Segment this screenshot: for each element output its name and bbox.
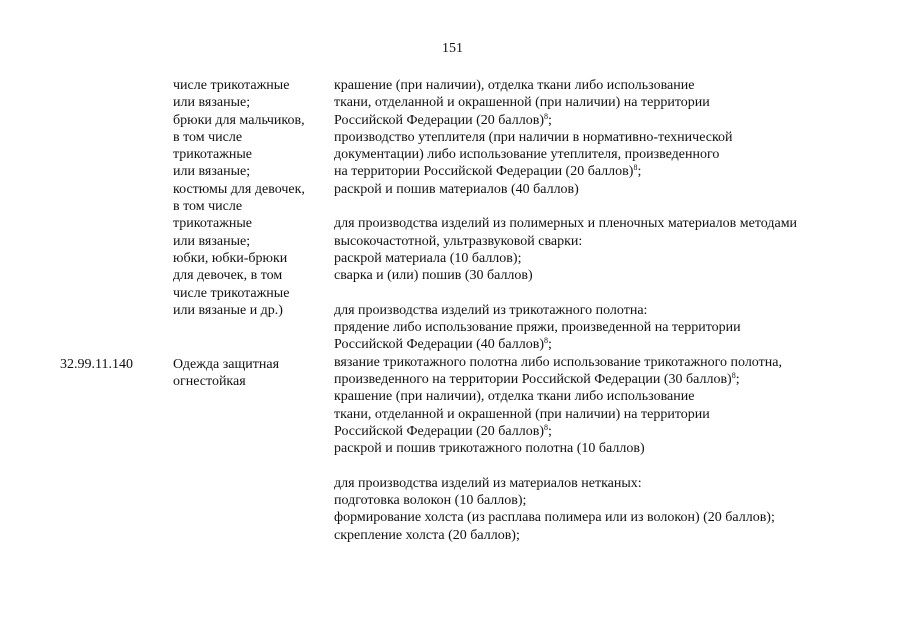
- requirement-line: раскрой материала (10 баллов);: [334, 250, 522, 266]
- product-name-row2: [173, 356, 279, 391]
- requirement-line: документации) либо использование утеплителя, произведенного: [334, 147, 720, 163]
- footnote-ref: 8: [731, 371, 736, 381]
- product-name-row1: [173, 77, 305, 319]
- product-name-line: числе трикотажные: [173, 285, 290, 301]
- paragraph-gap: [334, 198, 797, 215]
- requirement-punct: ;: [735, 372, 740, 388]
- requirement-line: подготовка волокон (10 баллов);: [334, 493, 527, 509]
- product-name-line: числе трикотажные: [173, 78, 290, 93]
- requirement-line: высокочастотной, ультразвуковой сварки:: [334, 233, 583, 249]
- requirement-line: [334, 336, 797, 353]
- requirement-line: скрепление холста (20 баллов);: [334, 527, 520, 543]
- requirement-punct: ;: [547, 337, 552, 353]
- product-name-line: огнестойкая: [173, 374, 246, 390]
- requirement-text: Российской Федерации (20 баллов): [334, 112, 544, 128]
- product-name-line: или вязаные и др.): [173, 302, 283, 318]
- requirement-line: вязание трикотажного полотна либо использование трикотажного полотна,: [334, 354, 782, 370]
- requirement-line: ткани, отделанной и окрашенной (при наличии) на территории: [334, 95, 710, 111]
- footnote-ref: 8: [543, 111, 548, 121]
- requirement-line: раскрой и пошив трикотажного полотна (10 баллов): [334, 441, 645, 457]
- product-name-line: брюки для мальчиков,: [173, 112, 305, 128]
- product-name-line: или вязаные;: [173, 95, 251, 111]
- requirement-text: Российской Федерации (40 баллов): [334, 337, 544, 353]
- requirement-line: для производства изделий из материалов нетканых:: [334, 475, 642, 491]
- product-name-line: для девочек, в том: [173, 268, 283, 284]
- footnote-ref: 8: [633, 163, 638, 173]
- requirement-line: для производства изделий из трикотажного полотна:: [334, 302, 648, 318]
- requirement-line: крашение (при наличии), отделка ткани либо использование: [334, 389, 695, 405]
- footnote-ref: 8: [543, 422, 548, 432]
- requirement-line: ткани, отделанной и окрашенной (при наличии) на территории: [334, 406, 710, 422]
- paragraph-gap: [334, 285, 797, 302]
- product-name-line: трикотажные: [173, 147, 252, 163]
- requirement-line: сварка и (или) пошив (30 баллов): [334, 268, 533, 284]
- product-code-column: [60, 356, 133, 373]
- product-name-line: в том числе: [173, 129, 243, 145]
- requirement-line: [334, 112, 797, 129]
- footnote-ref: 8: [543, 336, 548, 346]
- requirement-text: Российской Федерации (20 баллов): [334, 423, 544, 439]
- requirement-line: [334, 163, 797, 180]
- requirement-text: на территории Российской Федерации (20 баллов): [334, 164, 634, 180]
- requirement-line: для производства изделий из полимерных и пленочных материалов методами: [334, 216, 798, 232]
- requirement-line: раскрой и пошив материалов (40 баллов): [334, 181, 579, 197]
- requirement-text: произведенного на территории Российской Федерации (30 баллов): [334, 372, 732, 388]
- paragraph-gap: [334, 458, 797, 475]
- page-number: 151: [442, 41, 463, 56]
- requirement-line: [334, 423, 797, 440]
- requirement-line: [334, 371, 797, 388]
- requirement-punct: ;: [637, 164, 642, 180]
- product-code: 32.99.11.140: [60, 357, 133, 372]
- requirement-line: крашение (при наличии), отделка ткани либо использование: [334, 78, 695, 93]
- product-name-line: костюмы для девочек,: [173, 181, 305, 197]
- product-name-line: трикотажные: [173, 216, 252, 232]
- product-name-line: или вязаные;: [173, 164, 251, 180]
- product-name-line: в том числе: [173, 199, 243, 215]
- requirements-column: [334, 77, 797, 544]
- requirement-line: формирование холста (из расплава полимера или из волокон) (20 баллов);: [334, 510, 775, 526]
- requirement-punct: ;: [547, 423, 552, 439]
- requirement-line: производство утеплителя (при наличии в нормативно-технической: [334, 129, 733, 145]
- product-name-line: юбки, юбки-брюки: [173, 250, 288, 266]
- product-name-line: или вязаные;: [173, 233, 251, 249]
- requirement-punct: ;: [547, 112, 552, 128]
- requirement-line: прядение либо использование пряжи, произведенной на территории: [334, 320, 741, 336]
- product-name-line: Одежда защитная: [173, 357, 280, 372]
